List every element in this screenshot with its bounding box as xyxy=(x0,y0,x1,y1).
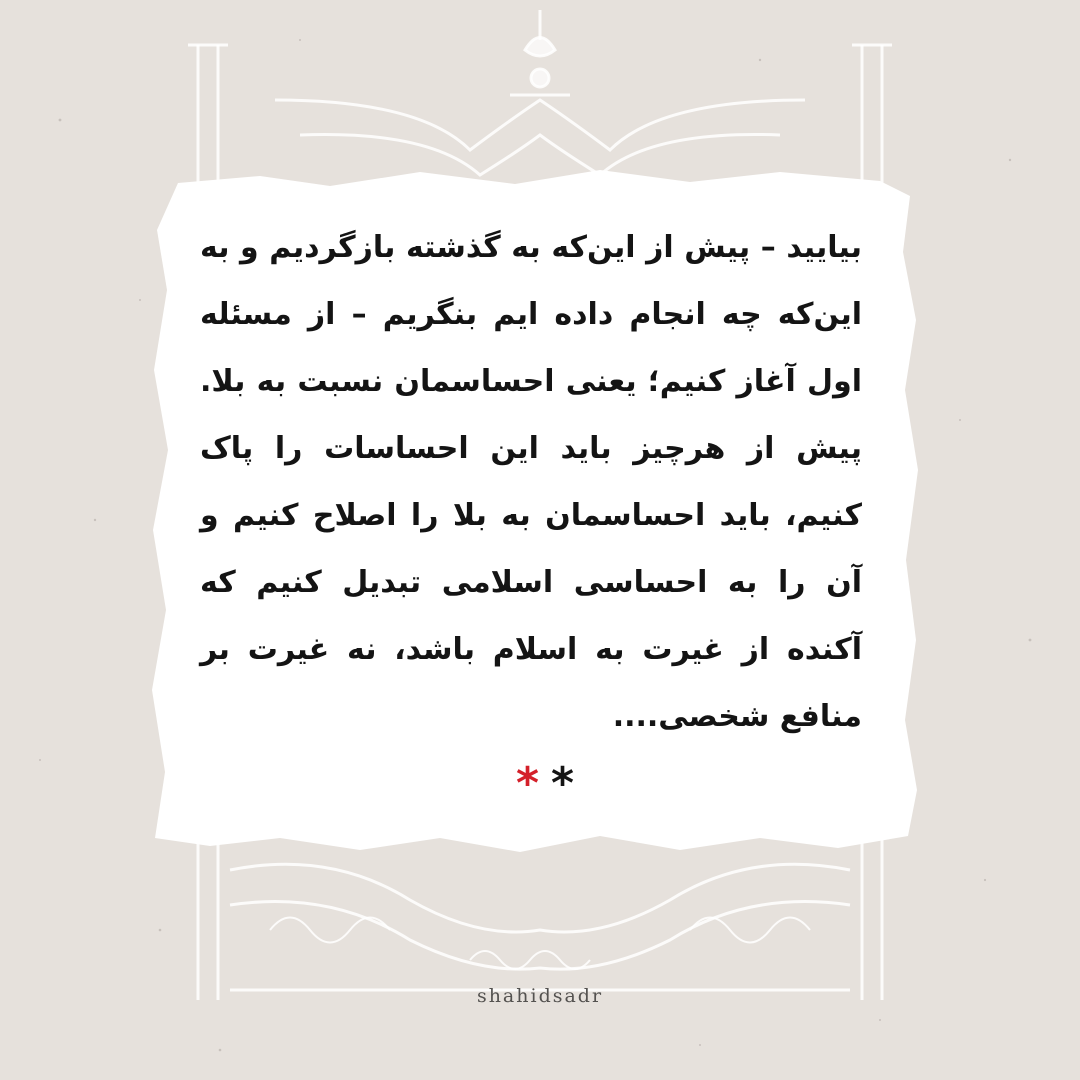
account-handle: shahidsadr xyxy=(476,985,604,1007)
quote-text: بیایید – پیش از این‌که به گذشته بازگردیم و به این‌که چه انجام داده ایم بنگریم – از مسئله اول آغاز کنیم؛ یعنی احساسمان نسبت به بلا. پیش از هرچیز باید این احساسات را پاک کنیم، باید احساسمان به بلا را اصلاح کنیم و آن را به احساسی اسلامی تبدیل کنیم که آکنده از غیرت به اسلام باشد، نه غیرت بر منافع شخصی.... xyxy=(200,230,862,734)
black-asterisk-icon: * xyxy=(551,758,575,809)
asterisk-divider xyxy=(500,758,590,809)
red-asterisk-icon: * xyxy=(515,758,539,809)
